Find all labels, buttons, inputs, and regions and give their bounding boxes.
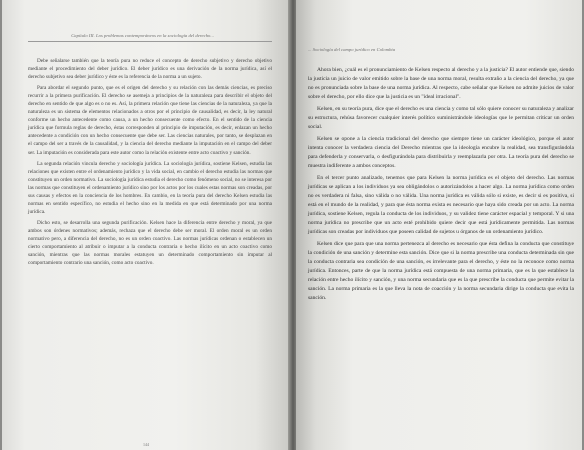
right-paragraph-2: Kelsen, en su teoría pura, dice que el derecho es una ciencia y como tal sólo quiere conocer su naturaleza y analizar su estructura, rehúsa favorecer cualquier interés político suministrándole ideologías que le permitan criticar un orden social. (308, 106, 574, 130)
left-head-rule (28, 41, 272, 42)
right-paragraph-3: Kelsen se opone a la ciencia tradicional del derecho que siempre tiene un carácter ideológico, porque el autor intenta conocer la verdadera ciencia del Derecho mientras que la ideología encubre la realidad, sea transfigurándola para defenderla y conservarla, o desfigurándola para distribuirla y reemplazarla por otra. La teoría pura del derecho se muestra indiferente a ambos conceptos. (308, 136, 574, 169)
left-paragraph-2: Para abordar el segundo punto, que es el origen del derecho y su relación con las demás ciencias, es preciso recurrir a la primera purificación. El derecho se asemeja a principios de la naturaleza para describir el objeto del derecho en sentido de que algo es o no es. Así, la primera relación que tiene las ciencias de la naturaleza, ya que la naturaleza es un sistema de elementos relacionados a otros por el principio de causalidad, es decir, la ley natural conforme un hecho antecedente como causa, a un hecho consecuente como efecto. En el sentido de la ciencia jurídica que formula reglas de derecho, éstas corresponden al principio de imputación, es decir, enlazan un hecho antecedente a condición con un hecho consecuente que debe ser. Las ciencias naturales, por tanto, se desplazan en el campo del ser a través de la causalidad, y la ciencia del derecho mediante la imputación en el campo del deber ser. La imputación es considerada para este autor como la relación existente entre acto coactivo y sanción. (28, 85, 272, 156)
left-paragraph-4: Dicho esto, se desarrolla una segunda purificación. Kelsen hace la diferencia entre derecho y moral, ya que ambos son órdenes normativos; además, rechaza que el derecho debe ser moral. El orden moral es un orden normativo pero, a diferencia del derecho, no es un orden coactivo. Las normas jurídicas ordenan o establecen un cierto comportamiento al atribuir o imputar a la conducta contraria o hecho ilícito en un acto coactivo como sanción, mientras que las normas morales estatuyen un determinado comportamiento sin imputar al comportamiento contrario una sanción, como acto coactivo. (28, 219, 272, 267)
right-paragraph-1: Ahora bien, ¿cuál es el pronunciamiento de Kelsen respecto al derecho y a la justicia? El autor entiende que, siendo la justicia un juicio de valor emitido sobre la base de una norma moral, resulta extraño a la ciencia del derecho, ya que no es pronunciada sobre la base de una norma jurídica. Al respecto, cabe señalar que Kelsen no admite juicios de valor sobre el derecho, por ello dice que la justicia es un "ideal irracional". (308, 67, 574, 100)
left-body (28, 57, 272, 267)
left-running-head: Capítulo III. Los problemas contemporáneos en la sociología del derecho... (71, 33, 214, 38)
left-page (2, 0, 290, 450)
right-paragraph-5: Kelsen dice que para que una norma pertenezca al derecho es necesario que ésta defina la conducta que constituye la condición de una sanción y determine esta sanción. Dice que si la norma prescribe una conducta determinada sin que la conducta contraria sea condición de una sanción, es irrelevante para el derecho, y éste no la reconoce como norma jurídica. Entonces, parte de que la norma jurídica está compuesta de una norma primaria, que es la que establece la relación entre hecho ilícito y sanción, y una norma secundaria que es la que prescribe la conducta que permite evitar la sanción. La norma primaria es la que lleva la nota de coacción y la norma secundaria dirige la conducta que evita la sanción. (308, 241, 574, 301)
left-paragraph-1: Debe señalarse también que la teoría pura no reduce el concepto de derecho subjetivo y derecho objetivo mediante el procedimiento del deber jurídico. El deber jurídico es una derivación de la norma jurídica, así el derecho subjetivo sea deber jurídico y éste es la referencia de la norma a un sujeto. (28, 58, 272, 81)
right-page (296, 0, 582, 450)
left-paragraph-3: La segunda relación vincula derecho y sociología jurídica. La sociología jurídica, sostiene Kelsen, estudia las relaciones que existen entre el ordenamiento jurídico y la vida social, en cambio el derecho estudia las normas que constituyen un orden normativo. La sociología jurídica estudia el derecho como fenómeno social, no se interesa por las normas que constituyen el ordenamiento jurídico sino por los actos por los cuales estas normas son creadas, por sus causas y efectos en la conciencia de los hombres. En cambio, en la teoría pura del derecho Kelsen estudia las normas en sentido específico, no estudia el hecho sino en la medida en que está determinado por una norma jurídica. (28, 160, 272, 215)
right-paragraph-4: En el tercer punto analizado, tenemos que para Kelsen la norma jurídica es el objeto del derecho. Las normas jurídicas se aplican a los individuos ya sea obligándolos o autorizándolos a hacer algo. La norma jurídica como orden no es verdadera ni falsa, sino válida o no válida. Una norma jurídica es válida sólo si existe, es decir si es positiva, si está en el mundo de la realidad, y para que ésta norma exista es necesario que haya sido creada por un acto. La norma jurídica, sostiene Kelsen, regula la conducta de los individuos, y su validez tiene carácter espacial y temporal. Y si una norma jurídica no prescribe que un acto esté prohibido quiere decir que está jurídicamente permitida. Las normas jurídicas son creadas por individuos que poseen calidad de sujetos u órganos de un ordenamiento jurídico. (308, 175, 574, 235)
page-number: 144 (143, 442, 149, 447)
right-body (308, 66, 574, 303)
right-running-head: ... Sociología del campo jurídico en Colombia (308, 47, 396, 52)
